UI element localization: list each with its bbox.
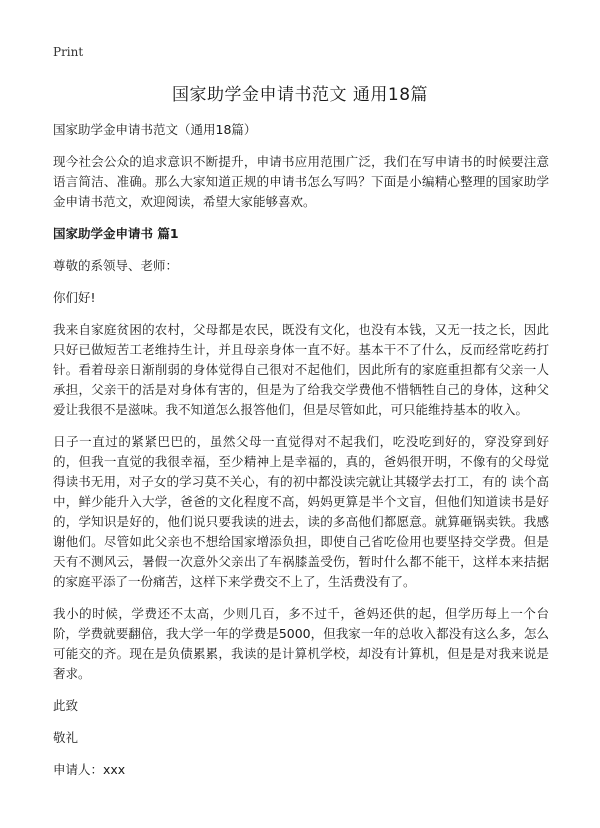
- applicant-signature: 申请人：xxx: [53, 762, 126, 777]
- body-paragraph-2: 日子一直过的紧紧巴巴的，虽然父母一直觉得对不起我们，吃没吃到好的，穿没穿到好的，但我一直觉的我很幸福，至少精神上是幸福的，真的，爸妈很开明，不像有的父母觉得读书无用，对子女的学习莫不关心，有的初中都没读完就让其辍学去打工，有的 读个高中，鲜少能升入大学，爸爸的文化程度不高，妈妈更算是半个文盲，但他们知道读书是好的，学知识是好的，他们说只要我读的进去，读的多高他们都愿意。就算砸锅卖铁。我感谢他们。尽管如此父亲也不想给国家增添负担，即使自己省吃俭用也要坚持交学费。但是天有不测风云，暑假一次意外父亲出了车祸膝盖受伤，暂时什么都不能干，这样本来拮据的家庭平添了一份痛苦，这样下来学费交不上了，生活费没有了。: [53, 434, 549, 589]
- salutation: 尊敬的系领导、老师：: [53, 258, 179, 273]
- body-paragraph-3: 我小的时候，学费还不太高，少则几百，多不过千，爸妈还供的起，但学历每上一个台阶，学费就要翻倍，我大学一年的学费是5000，但我家一年的总收入都没有这么多，怎么可能交的齐。现在是负债累累，我读的是计算机学校，却没有计算机，但是是对我来说是奢求。: [53, 606, 549, 681]
- section-heading: 国家助学金申请书 篇1: [53, 226, 179, 241]
- closing-regards: 此致: [53, 698, 79, 713]
- print-label: Print: [53, 45, 84, 59]
- closing-salute: 敬礼: [53, 730, 79, 745]
- greeting: 你们好!: [53, 290, 96, 305]
- document-subtitle: 国家助学金申请书范文（通用18篇）: [53, 122, 257, 137]
- intro-paragraph: 现今社会公众的追求意识不断提升，申请书应用范围广泛，我们在写申请书的时候要注意语言简洁、准确。那么大家知道正规的申请书怎么写吗？下面是小编精心整理的国家助学金申请书范文，欢迎阅读，希望大家能够喜欢。: [53, 154, 549, 209]
- document-title: 国家助学金申请书范文 通用18篇: [171, 85, 429, 105]
- body-paragraph-1: 我来自家庭贫困的农村，父母都是农民，既没有文化，也没有本钱，又无一技之长，因此只好已做短苦工老维持生计，并且母亲身体一直不好。基本干不了什么，反而经常吃药打针。看着母亲日渐削弱的身体觉得自己很对不起他们，因此所有的家庭重担都有父亲一人承担，父亲干的活是对身体有害的，但是为了给我交学费他不惜牺牲自己的身体，这种父爱让我很不是滋味。我不知道怎么报答他们，但是尽管如此，可只能维持基本的收入。: [53, 322, 549, 417]
- document-body: [53, 120, 549, 780]
